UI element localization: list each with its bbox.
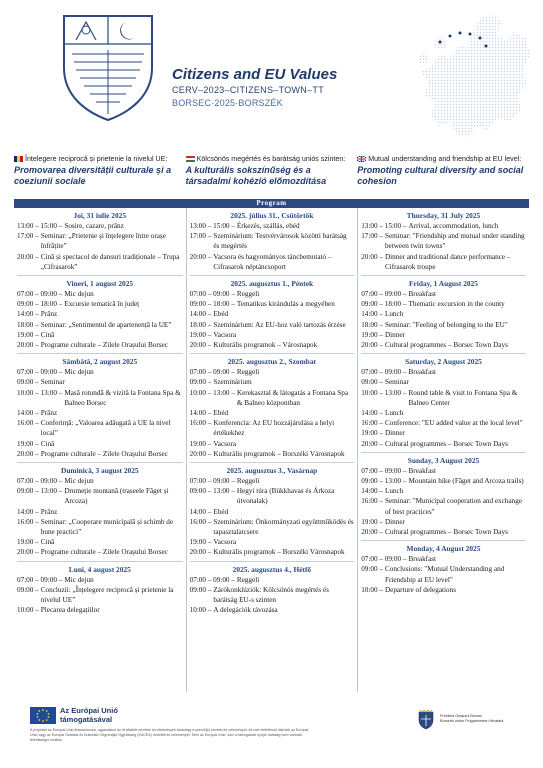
event-row bbox=[190, 299, 355, 309]
event-row bbox=[17, 330, 183, 340]
event-time: 07:00 – 09:00 – bbox=[361, 368, 407, 377]
event-time: 14:00 – bbox=[17, 310, 39, 319]
event-time: 20:00 – bbox=[189, 449, 212, 458]
event-text: Tematikus kirándulás a megyében bbox=[236, 300, 335, 309]
event-row bbox=[17, 537, 183, 547]
event-row bbox=[190, 289, 355, 299]
event-time: 20:00 – bbox=[189, 341, 212, 350]
event-text: Vacsora bbox=[213, 538, 237, 547]
event-text: Seminar bbox=[384, 378, 409, 387]
program-column bbox=[14, 208, 186, 692]
event-time: 14:00 – bbox=[361, 487, 383, 496]
event-text: Konferencia: Az EU hozzájárulása a helyi értékekhez bbox=[213, 419, 335, 438]
event-text: Érkezés, szállás, ebéd bbox=[236, 222, 300, 230]
event-text: Programe culturale – Zilele Orașului Borsec bbox=[40, 341, 168, 350]
event-text: Szeminárium bbox=[213, 378, 252, 387]
event-text: Plecarea delegațiilor bbox=[40, 606, 100, 615]
event-text: Seminar: "Feeling of belonging to the EU" bbox=[384, 320, 508, 329]
event-row bbox=[190, 449, 355, 459]
event-text: Dinner bbox=[384, 429, 405, 438]
program-grid bbox=[14, 208, 529, 692]
event-text: Prânz bbox=[40, 409, 58, 418]
event-text: Sosire, cazare, prânz bbox=[64, 222, 124, 230]
disclaimer: A projektet az Európai Unió finanszírozza, ugyanakkor az itt kifejtett nézetek és vélemények kizárólag a szerző(k) nézetei és véleményei, és nem feltétlenül tükrözik az Európai Unió vagy az Európai Oktatási és Kulturális Végrehajtó Ügynökség (EACEA) nézeteit és véleményét. Sem az Európai Unió, sem a támogatást nyújtó hatóság nem vonható felelősségre miattuk. bbox=[30, 728, 309, 742]
event-row bbox=[361, 428, 526, 438]
event-row bbox=[190, 320, 355, 330]
event-row bbox=[190, 547, 355, 557]
event-row bbox=[190, 476, 355, 486]
event-time: 14:00 – bbox=[189, 310, 212, 319]
event-text: Kulturális programok – Borszéki Városnapok bbox=[213, 449, 345, 458]
event-text: Vacsora bbox=[213, 330, 237, 339]
event-row bbox=[190, 507, 355, 517]
borsec-city-hall-crest-icon bbox=[418, 710, 434, 730]
event-row bbox=[361, 418, 526, 428]
hungary-flag-icon bbox=[186, 156, 195, 162]
event-text: Szeminárium: Testvérvárosok közötti barátság és megértés bbox=[213, 232, 347, 251]
event-time: 20:00 – bbox=[17, 341, 39, 350]
intro-lead: Kölcsönös megértés és barátság uniós szinten: bbox=[196, 155, 346, 163]
event-text: A delegációk távozása bbox=[213, 606, 278, 615]
event-time: 10:00 – 13:00 – bbox=[361, 388, 407, 397]
event-row bbox=[190, 537, 355, 547]
event-row bbox=[190, 486, 355, 506]
event-time: 18:00 – bbox=[189, 320, 212, 329]
europe-map-icon bbox=[410, 10, 535, 150]
day-heading: Sunday, 3 August 2025 bbox=[407, 455, 480, 465]
event-row bbox=[190, 231, 355, 251]
event-row bbox=[190, 408, 355, 418]
event-time: 10:00 – 13:00 – bbox=[189, 388, 235, 397]
event-row bbox=[190, 309, 355, 319]
event-text: Reggeli bbox=[236, 477, 260, 486]
event-time: 09:00 – 13:00 – bbox=[361, 477, 407, 486]
event-time: 09:00 – 13:00 – bbox=[189, 487, 235, 496]
event-row bbox=[17, 507, 183, 517]
event-time: 16:00 – bbox=[17, 517, 39, 526]
program-heading: Program bbox=[14, 199, 529, 208]
event-text: Dinner and traditional dance performance – Cifrasarok troupe bbox=[384, 252, 511, 271]
event-row bbox=[17, 439, 183, 449]
day-heading: Monday, 4 August 2025 bbox=[406, 544, 481, 554]
event-row bbox=[190, 388, 355, 408]
event-time: 07:00 – 09:00 – bbox=[361, 290, 407, 299]
event-row bbox=[190, 252, 355, 272]
event-time: 14:00 – bbox=[17, 507, 39, 516]
day-heading: 2025. augusztus 1., Péntek bbox=[230, 279, 314, 289]
event-time: 19:00 – bbox=[361, 429, 383, 438]
day-heading: 2025. augusztus 4., Hétfő bbox=[232, 564, 312, 574]
event-text: Breakfast bbox=[408, 466, 437, 475]
event-row bbox=[190, 367, 355, 377]
event-time: 18:00 – bbox=[17, 320, 39, 329]
event-row bbox=[17, 486, 183, 506]
event-row bbox=[361, 564, 526, 584]
event-time: 20:00 – bbox=[189, 548, 212, 557]
day-block bbox=[17, 354, 183, 463]
intro-ro bbox=[14, 155, 186, 187]
event-time: 09:00 – 13:00 – bbox=[17, 487, 63, 496]
day-block bbox=[17, 463, 183, 562]
event-row bbox=[361, 231, 526, 251]
event-time: 07:00 – 09:00 – bbox=[17, 368, 63, 377]
event-time: 17:00 – bbox=[361, 232, 383, 241]
event-row bbox=[17, 309, 183, 319]
event-text: Seminar: „Sentimentul de apartenență la UE” bbox=[40, 320, 172, 329]
event-time: 07:00 – 09:00 – bbox=[189, 368, 235, 377]
event-time: 20:00 – bbox=[189, 252, 212, 261]
event-time: 07:00 – 09:00 – bbox=[361, 555, 407, 564]
event-text: Reggeli bbox=[236, 290, 260, 299]
event-row bbox=[190, 330, 355, 340]
event-text: Seminar: „Prietenie și înțelegere între orașe înfrățite” bbox=[40, 232, 166, 251]
event-text: Kulturális programok – Városnapok bbox=[213, 341, 318, 350]
event-time: 07:00 – 09:00 – bbox=[361, 466, 407, 475]
event-row bbox=[361, 309, 526, 319]
event-row bbox=[361, 408, 526, 418]
event-time: 09:00 – bbox=[189, 585, 212, 594]
day-heading: 2025. augusztus 2., Szombat bbox=[227, 357, 317, 367]
footer bbox=[0, 700, 543, 768]
event-time: 14:00 – bbox=[17, 409, 39, 418]
event-text: Szeminárium: Az EU-hoz való tartozás érzése bbox=[213, 320, 346, 329]
event-time: 20:00 – bbox=[361, 341, 383, 350]
event-text: Zárókonklúziók: Kölcsönös megértés és barátság EU-s szinten bbox=[213, 585, 329, 605]
event-text: Lunch bbox=[384, 409, 404, 418]
event-row bbox=[190, 221, 355, 231]
event-time: 07:00 – 09:00 – bbox=[17, 290, 63, 299]
event-text: Programe culturale – Zilele Orașului Borsec bbox=[40, 449, 168, 458]
intro-hu bbox=[186, 155, 358, 187]
event-text: Programe culturale – Zilele Orașului Borsec bbox=[40, 548, 168, 557]
intro-theme: Promoting cultural diversity and social cohesion bbox=[357, 165, 524, 186]
event-text: Prânz bbox=[40, 507, 58, 516]
city-hall-label: Primăria Orașului Borsec Borszék város Polgármesteri Hivatala bbox=[440, 714, 504, 723]
event-text: Lunch bbox=[384, 310, 404, 319]
day-block bbox=[17, 208, 183, 276]
event-text: Masă rotundă & vizită la Fontana Spa & Balneo Borsec bbox=[64, 388, 181, 407]
event-time: 17:00 – bbox=[189, 232, 212, 241]
intro-theme: A kulturális sokszínűség és a társadalmi kohézió előmozdítása bbox=[185, 165, 327, 186]
event-time: 13:00 – 15:00 – bbox=[17, 222, 63, 230]
eu-support-label: Az Európai Unió támogatásával bbox=[60, 706, 118, 724]
event-text: Vacsora és hagyományos táncbemutató – Cifrasarok néptáncsoport bbox=[213, 252, 332, 271]
event-text: Cină bbox=[40, 330, 55, 339]
event-time: 19:00 – bbox=[361, 330, 383, 339]
event-text: Cină bbox=[40, 538, 55, 547]
event-text: Reggeli bbox=[236, 368, 260, 377]
event-time: 16:00 – bbox=[361, 497, 383, 506]
event-time: 16:00 – bbox=[189, 419, 212, 428]
event-text: Concluzii: „Înțelegere reciprocă și prietenie la nivelul UE” bbox=[40, 585, 174, 605]
day-block bbox=[361, 354, 526, 453]
event-row bbox=[17, 585, 183, 605]
program-column bbox=[357, 208, 529, 692]
event-row bbox=[17, 408, 183, 418]
event-text: Breakfast bbox=[408, 555, 437, 564]
event-row bbox=[190, 517, 355, 537]
event-text: Mountain hike (Făget and Arcoza trails) bbox=[408, 477, 524, 486]
event-row bbox=[17, 299, 183, 309]
event-time: 10:00 – bbox=[361, 585, 383, 594]
event-text: Cină și spectacol de dansuri tradiționale – Trupa „Cifrasarok” bbox=[40, 252, 180, 271]
event-row bbox=[17, 605, 183, 615]
event-row bbox=[361, 388, 526, 408]
day-block bbox=[190, 276, 355, 354]
event-row bbox=[17, 252, 183, 272]
event-time: 10:00 – bbox=[189, 606, 212, 615]
event-row bbox=[361, 585, 526, 595]
event-row bbox=[17, 289, 183, 299]
day-heading: Joi, 31 iulie 2025 bbox=[73, 211, 127, 220]
event-text: Cultural programmes – Borsec Town Days bbox=[384, 439, 508, 448]
event-row bbox=[361, 320, 526, 330]
event-row bbox=[361, 330, 526, 340]
event-time: 09:00 – bbox=[17, 585, 39, 594]
event-row bbox=[190, 439, 355, 449]
event-time: 19:00 – bbox=[189, 538, 212, 547]
event-time: 19:00 – bbox=[17, 538, 39, 547]
event-time: 20:00 – bbox=[17, 548, 39, 557]
event-time: 14:00 – bbox=[189, 507, 212, 516]
event-row bbox=[17, 340, 183, 350]
event-time: 07:00 – 09:00 – bbox=[17, 477, 63, 486]
intro-theme: Promovarea diversității culturale și a coeziunii sociale bbox=[14, 165, 172, 186]
event-text: Lunch bbox=[384, 487, 404, 496]
event-time: 09:00 – bbox=[361, 565, 383, 574]
event-text: Conference: "EU added value at the local level" bbox=[384, 419, 523, 428]
page-title: Citizens and EU Values bbox=[172, 66, 338, 83]
event-row bbox=[361, 377, 526, 387]
event-text: Kulturális programok – Borszéki Városnapok bbox=[213, 548, 345, 557]
event-text: Breakfast bbox=[408, 368, 437, 377]
intro-themes bbox=[14, 155, 529, 187]
event-time: 10:00 – 13:00 – bbox=[17, 388, 63, 397]
event-text: Departure of delegations bbox=[384, 585, 456, 594]
event-text: Round table & visit to Fontana Spa & Balneo Center bbox=[408, 388, 518, 407]
event-time: 14:00 – bbox=[361, 409, 383, 418]
event-time: 09:00 – bbox=[189, 378, 212, 387]
event-row bbox=[17, 388, 183, 408]
event-row bbox=[361, 340, 526, 350]
event-row bbox=[361, 496, 526, 516]
event-time: 09:00 – bbox=[361, 378, 383, 387]
event-text: Mic dejun bbox=[64, 575, 94, 584]
event-time: 13:00 – 15:00 – bbox=[361, 222, 407, 230]
event-row bbox=[17, 231, 183, 251]
event-time: 10:00 – bbox=[17, 606, 39, 615]
eu-flag-icon bbox=[30, 707, 56, 724]
day-heading: Friday, 1 August 2025 bbox=[408, 279, 478, 289]
event-text: Drumeție montană (traseele Făget și Arcoza) bbox=[64, 487, 169, 506]
borsec-coat-of-arms-icon bbox=[60, 10, 156, 122]
event-text: Thematic excursion in the county bbox=[408, 300, 505, 309]
event-text: Kerekasztal & látogatás a Fontana Spa & Balneo központban bbox=[236, 388, 349, 407]
day-block bbox=[361, 276, 526, 354]
event-time: 14:00 – bbox=[361, 310, 383, 319]
event-text: Conclusions: "Mutual Understanding and Friendship at EU level" bbox=[384, 565, 505, 584]
event-time: 20:00 – bbox=[361, 528, 383, 537]
day-block bbox=[361, 453, 526, 541]
event-row bbox=[361, 439, 526, 449]
event-time: 17:00 – bbox=[17, 232, 39, 241]
day-heading: 2025. augusztus 3., Vasárnap bbox=[226, 466, 318, 476]
program-column bbox=[186, 208, 358, 692]
day-heading: 2025. július 31., Csütörtök bbox=[230, 211, 314, 220]
event-row bbox=[190, 340, 355, 350]
event-row bbox=[17, 517, 183, 537]
event-time: 20:00 – bbox=[361, 252, 383, 261]
event-row bbox=[17, 367, 183, 377]
intro-lead: Înțelegere reciprocă și prietenie la nivelul UE: bbox=[25, 155, 168, 163]
event-time: 19:00 – bbox=[189, 439, 212, 448]
event-text: Mic dejun bbox=[64, 290, 94, 299]
event-time: 16:00 – bbox=[189, 517, 212, 526]
day-block bbox=[17, 276, 183, 354]
event-row bbox=[361, 517, 526, 527]
event-text: Hegyi túra (Bükkhavas és Árkoza útvonalak) bbox=[236, 487, 335, 506]
event-text: Cină bbox=[40, 439, 55, 448]
intro-en bbox=[357, 155, 529, 187]
event-row bbox=[361, 466, 526, 476]
event-row bbox=[190, 418, 355, 438]
day-block bbox=[361, 541, 526, 598]
event-text: Ebéd bbox=[213, 310, 229, 319]
header bbox=[0, 0, 543, 150]
event-text: Seminar bbox=[40, 378, 65, 387]
event-time: 07:00 – 09:00 – bbox=[17, 575, 63, 584]
event-text: Arrival, accommodation, lunch bbox=[408, 222, 499, 230]
event-text: Cultural programmes – Borsec Town Days bbox=[384, 528, 508, 537]
event-row bbox=[17, 377, 183, 387]
event-row bbox=[190, 605, 355, 615]
event-time: 19:00 – bbox=[189, 330, 212, 339]
event-time: 20:00 – bbox=[361, 439, 383, 448]
event-text: Cultural programmes – Borsec Town Days bbox=[384, 341, 508, 350]
event-row bbox=[361, 476, 526, 486]
day-block bbox=[190, 463, 355, 562]
event-text: Ebéd bbox=[213, 409, 229, 418]
event-row bbox=[17, 320, 183, 330]
event-time: 20:00 – bbox=[17, 252, 39, 261]
event-time: 07:00 – 09:00 – bbox=[189, 477, 235, 486]
event-time: 09:00 – 18:00 – bbox=[361, 300, 407, 309]
event-text: Seminar: "Friendship and mutual under standing between twin towns" bbox=[384, 232, 525, 251]
event-time: 19:00 – bbox=[17, 439, 39, 448]
day-block bbox=[361, 208, 526, 276]
event-text: Szeminárium: Önkormányzati együttműködés és tapasztalatcsere bbox=[213, 517, 354, 537]
event-row bbox=[361, 299, 526, 309]
event-text: Seminar: "Municipal cooperation and exchange of best practices" bbox=[384, 497, 523, 516]
event-time: 16:00 – bbox=[17, 419, 39, 428]
event-text: Dinner bbox=[384, 517, 405, 526]
event-time: 13:00 – 15:00 – bbox=[189, 222, 235, 230]
romania-flag-icon bbox=[14, 156, 23, 162]
event-time: 14:00 – bbox=[189, 409, 212, 418]
day-block bbox=[190, 354, 355, 463]
uk-flag-icon bbox=[357, 156, 366, 162]
event-time: 09:00 – 18:00 – bbox=[189, 300, 235, 309]
event-time: 16:00 – bbox=[361, 419, 383, 428]
event-row bbox=[17, 547, 183, 557]
event-text: Mic dejun bbox=[64, 368, 94, 377]
event-row bbox=[361, 554, 526, 564]
event-text: Ebéd bbox=[213, 507, 229, 516]
event-time: 18:00 – bbox=[361, 320, 383, 329]
project-code: CERV–2023–CITIZENS–TOWN–TT bbox=[172, 85, 325, 95]
intro-lead: Mutual understanding and friendship at EU level: bbox=[368, 155, 522, 163]
event-text: Mic dejun bbox=[64, 477, 94, 486]
day-block bbox=[17, 562, 183, 619]
event-row bbox=[17, 418, 183, 438]
event-text: Breakfast bbox=[408, 290, 437, 299]
place-year: BORSEC·2025·BORSZÉK bbox=[172, 98, 283, 108]
event-time: 09:00 – bbox=[17, 378, 39, 387]
event-row bbox=[361, 289, 526, 299]
day-heading: Sâmbătă, 2 august 2025 bbox=[62, 357, 138, 367]
day-heading: Luni, 4 august 2025 bbox=[68, 564, 131, 574]
event-row bbox=[361, 527, 526, 537]
event-row bbox=[361, 367, 526, 377]
event-text: Vacsora bbox=[213, 439, 237, 448]
event-row bbox=[190, 585, 355, 605]
event-text: Seminar: „Cooperare municipală și schimb de bune practici” bbox=[40, 517, 174, 537]
event-text: Prânz bbox=[40, 310, 58, 319]
event-time: 07:00 – 09:00 – bbox=[189, 290, 235, 299]
day-block bbox=[190, 208, 355, 276]
event-row bbox=[361, 252, 526, 272]
event-row bbox=[17, 575, 183, 585]
event-text: Reggeli bbox=[236, 575, 260, 584]
event-row bbox=[190, 575, 355, 585]
event-text: Conferință: „Valoarea adăugată a UE la nivel local” bbox=[40, 419, 171, 438]
event-time: 19:00 – bbox=[17, 330, 39, 339]
day-block bbox=[190, 562, 355, 619]
event-time: 20:00 – bbox=[17, 449, 39, 458]
event-text: Dinner bbox=[384, 330, 405, 339]
day-heading: Vineri, 1 august 2025 bbox=[66, 279, 134, 289]
day-heading: Saturday, 2 August 2025 bbox=[405, 357, 482, 367]
event-row bbox=[17, 449, 183, 459]
event-row bbox=[190, 377, 355, 387]
event-time: 07:00 – 09:00 – bbox=[189, 575, 235, 584]
event-row bbox=[361, 221, 526, 231]
event-row bbox=[17, 476, 183, 486]
day-heading: Thursday, 31 July 2025 bbox=[406, 211, 481, 220]
event-row bbox=[361, 486, 526, 496]
day-heading: Duminică, 3 august 2025 bbox=[60, 466, 139, 476]
event-row bbox=[17, 221, 183, 231]
event-text: Excursie tematică în județ bbox=[64, 300, 140, 309]
event-time: 19:00 – bbox=[361, 517, 383, 526]
event-time: 09:00 – 18:00 – bbox=[17, 300, 63, 309]
